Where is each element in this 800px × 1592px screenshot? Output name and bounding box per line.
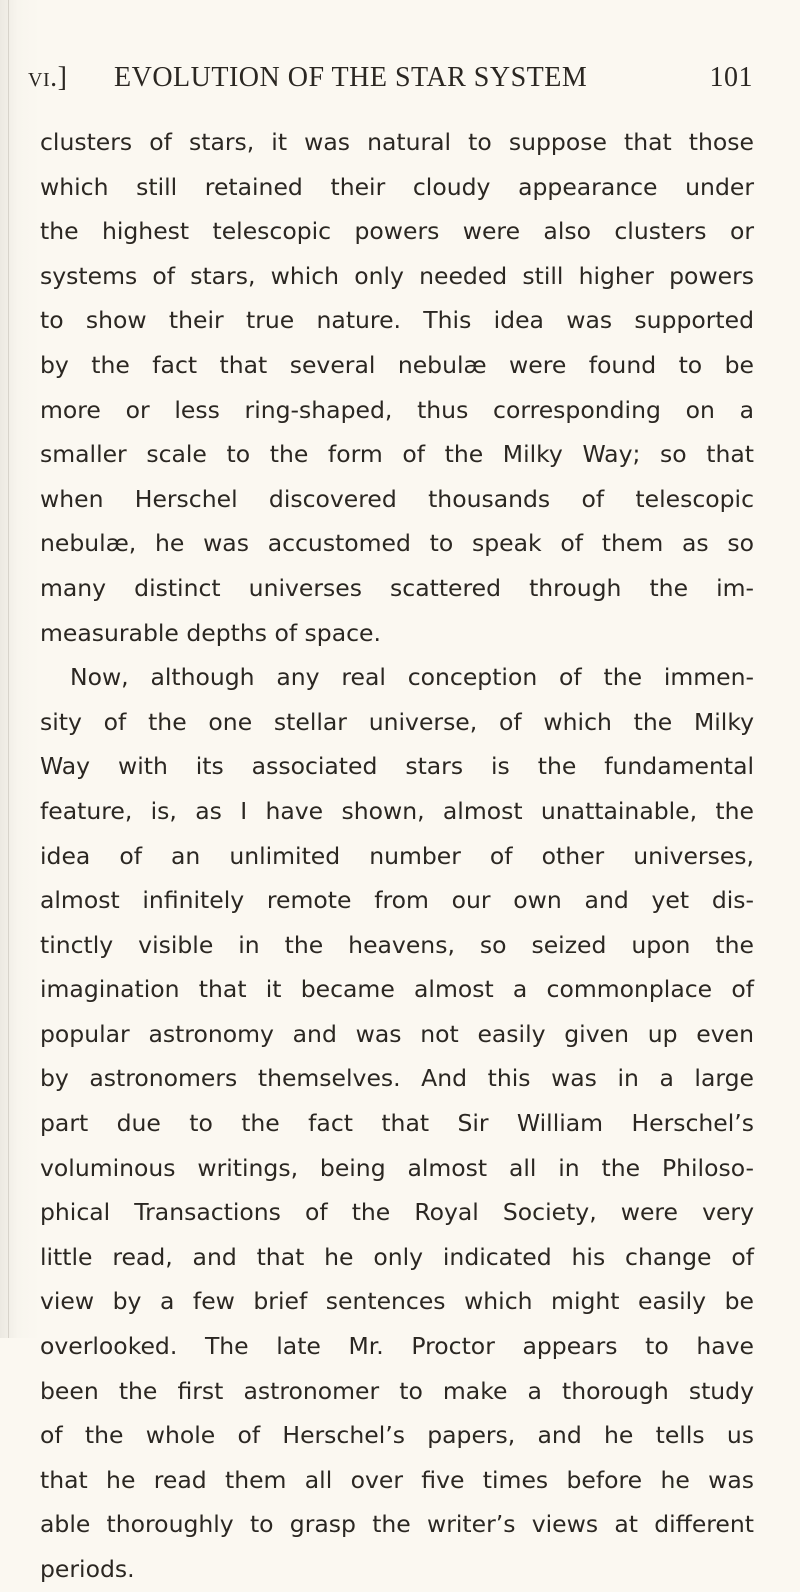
- text-line: systems of stars, which only needed still higher powers: [40, 261, 754, 290]
- text-line: measurable depths of space.: [40, 618, 381, 647]
- body-text: [40, 120, 754, 1592]
- paragraph-first-line: Now, although any real conception of the immen-: [70, 663, 754, 692]
- text-line: by the fact that several nebulæ were found to be: [40, 350, 754, 379]
- text-line: smaller scale to the form of the Milky Way; so that: [40, 440, 754, 469]
- text-line: tinctly visible in the heavens, so seized upon the: [40, 930, 754, 959]
- text-line: sity of the one stellar universe, of which the Milky: [40, 707, 754, 736]
- text-line: popular astronomy and was not easily given up even: [40, 1019, 754, 1048]
- text-line: periods.: [40, 1555, 135, 1583]
- text-line: more or less ring-shaped, thus corresponding on a: [40, 395, 754, 424]
- chapter-number: vi.]: [28, 62, 68, 93]
- page-number: 101: [709, 62, 753, 93]
- text-line: idea of an unlimited number of other universes,: [40, 841, 754, 870]
- text-line: clusters of stars, it was natural to suppose that those: [40, 128, 754, 156]
- text-line: nebulæ, he was accustomed to speak of them as so: [40, 529, 754, 558]
- text-line: by astronomers themselves. And this was in a large: [40, 1064, 754, 1093]
- text-line: Way with its associated stars is the fundamental: [40, 752, 754, 781]
- text-line: which still retained their cloudy appearance under: [40, 172, 754, 201]
- text-line: view by a few brief sentences which might easily be: [40, 1287, 754, 1316]
- text-line: been the first astronomer to make a thorough study: [40, 1376, 754, 1405]
- text-line: imagination that it became almost a commonplace of: [40, 975, 754, 1004]
- chapter-title: EVOLUTION OF THE STAR SYSTEM: [114, 62, 588, 93]
- text-line: that he read them all over five times before he was: [40, 1465, 754, 1494]
- text-line: when Herschel discovered thousands of telescopic: [40, 484, 754, 513]
- text-line: able thoroughly to grasp the writer’s views at different: [40, 1510, 754, 1539]
- running-head: [28, 62, 753, 98]
- text-line: to show their true nature. This idea was supported: [40, 306, 754, 335]
- text-line: part due to the fact that Sir William Herschel’s: [40, 1109, 754, 1138]
- text-line: almost infinitely remote from our own and yet dis-: [40, 886, 754, 915]
- text-line: voluminous writings, being almost all in the Philoso-: [40, 1153, 754, 1182]
- page-gutter-line: [8, 0, 9, 1338]
- text-line: the highest telescopic powers were also clusters or: [40, 217, 754, 246]
- text-line: feature, is, as I have shown, almost unattainable, the: [40, 796, 754, 825]
- text-line: phical Transactions of the Royal Society, were very: [40, 1198, 754, 1227]
- text-line: little read, and that he only indicated his change of: [40, 1242, 754, 1271]
- text-line: of the whole of Herschel’s papers, and he tells us: [40, 1421, 754, 1450]
- text-line: many distinct universes scattered through the im-: [40, 573, 754, 602]
- text-line: overlooked. The late Mr. Proctor appears to have: [40, 1332, 754, 1361]
